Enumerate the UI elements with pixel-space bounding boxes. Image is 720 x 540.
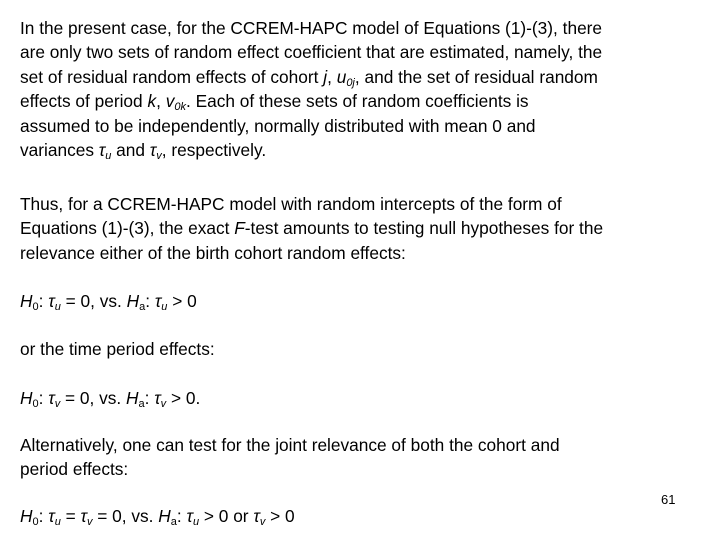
text-line: are only two sets of random effect coefficient that are estimated, namely, the bbox=[20, 42, 603, 63]
text-line: set of residual random effects of cohort j, $u_{0j}$, and the set of residual random bbox=[20, 66, 598, 89]
hypothesis-period: $H_0$: $\tau_v = 0$, vs. $H_a$: $\tau_v > 0$. bbox=[20, 388, 201, 410]
hypothesis-cohort: $H_0$: $\tau_u = 0$, vs. $H_a$: $\tau_u > 0$ bbox=[20, 291, 197, 313]
connector-period: or the time period effects: bbox=[20, 339, 215, 359]
paragraph-joint-test bbox=[20, 433, 710, 482]
hypothesis-joint: $H_0$: $\tau_u = \tau_v = 0$, vs. $H_a$: $\tau_u > 0$ or $\tau_v > 0$ bbox=[20, 506, 295, 528]
text-line: period effects: bbox=[20, 459, 129, 480]
text-line: In the present case, for the CCREM-HAPC model of Equations (1)-(3), there bbox=[20, 18, 603, 38]
text-line: relevance either of the birth cohort random effects: bbox=[20, 242, 406, 263]
page-number: 61 bbox=[661, 492, 676, 507]
text-line: Alternatively, one can test for the joint relevance of both the cohort and bbox=[20, 435, 560, 455]
text-line: Thus, for a CCREM-HAPC model with random intercepts of the form of bbox=[20, 194, 562, 214]
paragraph-f-test bbox=[20, 192, 710, 265]
paragraph-model-description bbox=[20, 16, 710, 162]
text-line: Equations (1)-(3), the exact F-test amounts to testing null hypotheses for the bbox=[20, 218, 604, 239]
text-line: effects of period k, $v_{0k}$. Each of these sets of random coefficients is bbox=[20, 91, 529, 114]
text-line: variances $\tau_u$ and $\tau_v$, respectively. bbox=[20, 140, 267, 163]
text-line: assumed to be independently, normally distributed with mean 0 and bbox=[20, 115, 536, 136]
